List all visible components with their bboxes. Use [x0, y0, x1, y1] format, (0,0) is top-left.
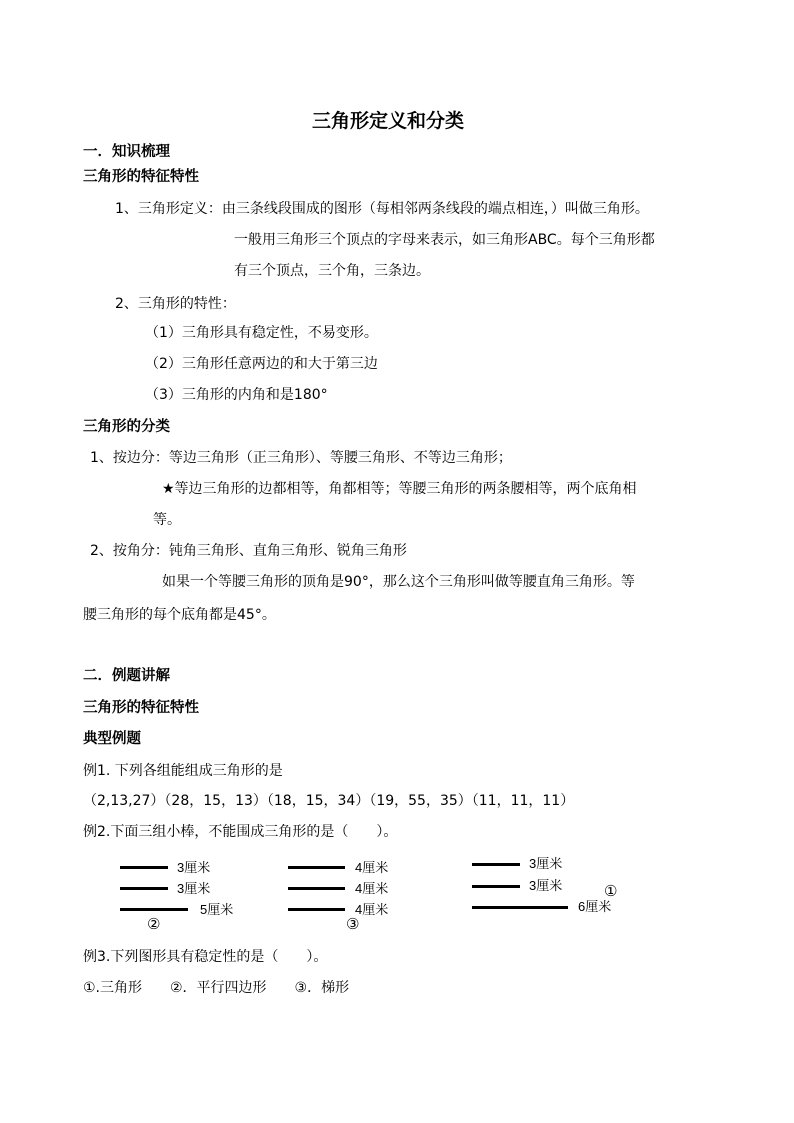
stick-g1-3-label: 5厘米	[200, 902, 234, 917]
example-3-options: ①.三角形 ②．平行四边形 ③．梯形	[83, 980, 350, 996]
stick-g3-1	[472, 863, 520, 866]
subheading-features: 三角形的特征特性	[83, 169, 199, 185]
classification-note-2: 等。	[153, 512, 181, 528]
group-2-mark: ③	[346, 915, 360, 933]
group-3-mark: ①	[604, 882, 618, 900]
classification-by-side: 1、按边分：等边三角形（正三角形）、等腰三角形、不等边三角形；	[90, 450, 512, 466]
group-1-mark: ②	[147, 915, 161, 933]
stick-g3-3-label: 6厘米	[578, 899, 612, 914]
example-3: 例3.下列图形具有稳定性的是（ ）。	[83, 949, 328, 965]
stick-g3-2	[472, 885, 520, 888]
stick-g2-3-label: 4厘米	[355, 902, 389, 917]
stick-g1-1-label: 3厘米	[177, 860, 211, 875]
stick-g3-3	[472, 906, 568, 909]
stick-g2-2-label: 4厘米	[355, 881, 389, 896]
stick-g2-1-label: 4厘米	[355, 860, 389, 875]
stick-g1-1	[120, 866, 168, 869]
stick-g1-2-label: 3厘米	[177, 881, 211, 896]
stick-g1-3	[120, 908, 188, 911]
definition-line-2: 一般用三角形三个顶点的字母来表示，如三角形ABC。每个三角形都	[234, 232, 655, 248]
example-2: 例2.下面三组小棒，不能围成三角形的是（ ）。	[83, 824, 398, 840]
subheading-examples: 典型例题	[83, 731, 141, 747]
property-1: （1）三角形具有稳定性，不易变形。	[145, 325, 378, 341]
section1-heading: 一．知识梳理	[83, 144, 170, 160]
example-1: 例1. 下列各组能组成三角形的是	[83, 763, 283, 779]
stick-g2-1	[288, 866, 345, 869]
property-2: （2）三角形任意两边的和大于第三边	[145, 356, 378, 372]
property-heading: 2、三角形的特性：	[115, 296, 236, 312]
classification-note-1: ★等边三角形的边都相等，角都相等；等腰三角形的两条腰相等，两个底角相	[162, 481, 637, 497]
classification-by-angle: 2、按角分：钝角三角形、直角三角形、锐角三角形	[90, 543, 407, 559]
example-1-groups: （2,13,27）（28，15，13）（18，15，34）（19，55，35）（11，11，11）	[83, 793, 575, 809]
page-title: 三角形定义和分类	[312, 110, 465, 132]
right-isosceles-note-2: 腰三角形的每个底角都是45°。	[83, 607, 276, 623]
right-isosceles-note-1: 如果一个等腰三角形的顶角是90°，那么这个三角形叫做等腰直角三角形。等	[162, 574, 635, 590]
stick-g3-1-label: 3厘米	[529, 856, 563, 871]
stick-g2-3	[288, 908, 345, 911]
property-3: （3）三角形的内角和是180°	[145, 387, 328, 403]
section2-heading: 二．例题讲解	[83, 668, 170, 684]
definition-line-1: 1、三角形定义：由三条线段围成的图形（每相邻两条线段的端点相连，）叫做三角形。	[115, 201, 649, 217]
stick-g1-2	[120, 887, 168, 890]
stick-g3-2-label: 3厘米	[529, 878, 563, 893]
subheading-features-2: 三角形的特征特性	[83, 700, 199, 716]
subheading-classification: 三角形的分类	[83, 419, 170, 435]
definition-line-3: 有三个顶点，三个角，三条边。	[234, 263, 430, 279]
stick-g2-2	[288, 887, 345, 890]
